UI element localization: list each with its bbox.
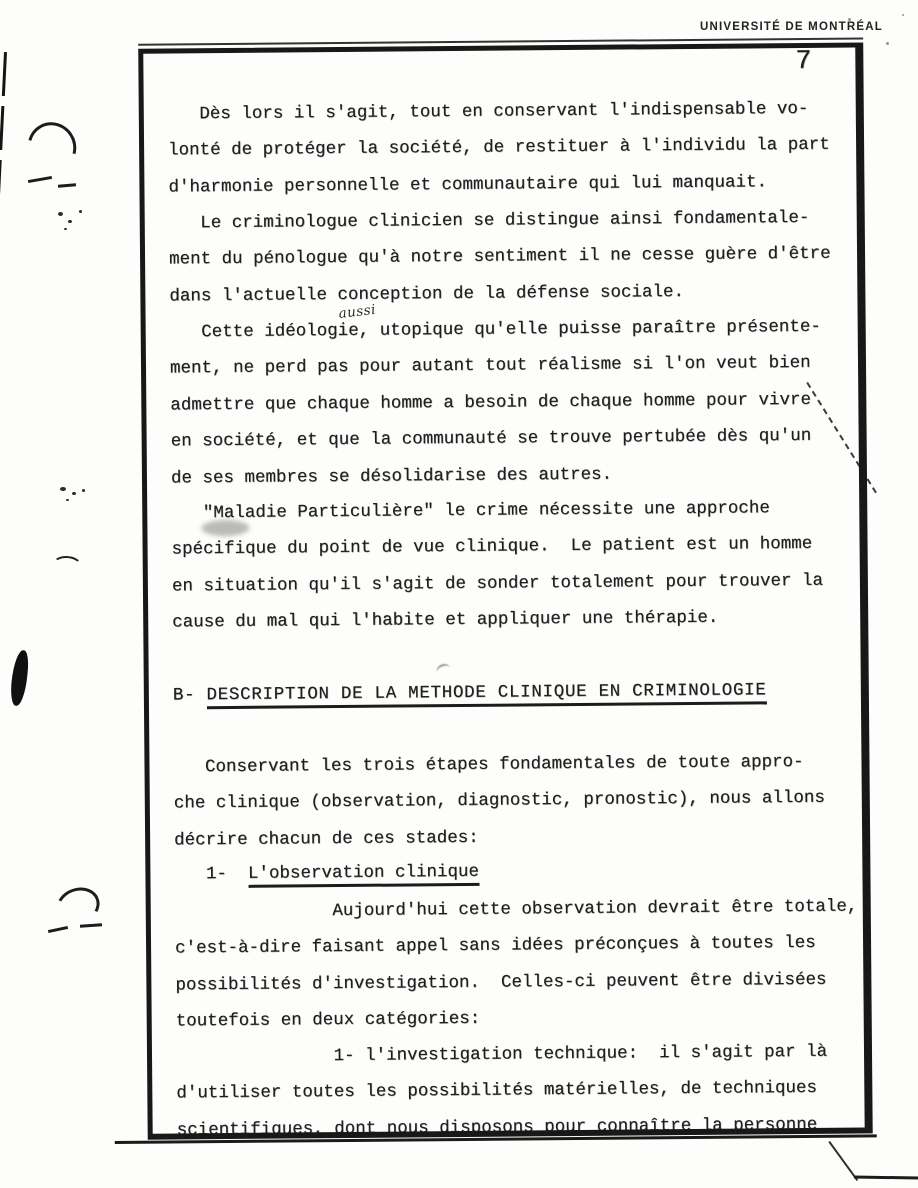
paragraph-1: Dès lors il s'agit, tout en conservant l'indispensable vo- lonté de protéger la société, de restituer à l'individu la part d'harmonie personnelle et communautaire qui lui manquait. [167,98,830,198]
paragraph-4: "Maladie Particulière" le crime nécessite une approche spécifique du point de vue clinique. Le patient est un homme en situation qu'il s'agit de sonder totalement pour trouver la cause du mal qui l'habite et appliquer une thérapie. [171,498,824,633]
section-heading-title: DESCRIPTION DE LA METHODE CLINIQUE EN CRIMINOLOGIE [206,680,766,709]
letterhead: UNIVERSITÉ DE MONTRÉAL [700,21,883,33]
sub-heading-title: L'observation clinique [248,862,479,888]
paragraph-7: 1- l'investigation technique: il s'agit par là d'utiliser toutes les possibilités matérielles, de techniques scientifiques, dont nous disposons pour connaître la personne [175,1041,828,1141]
page-number: 7 [795,46,812,78]
sub-heading [174,854,479,893]
handwritten-insert: aussi [337,301,377,322]
paragraph-3: Cette idéologie, utopique qu'elle puisse paraître présente- ment, ne perd pas pour autant tout réalisme si l'on veut bien admettre que chaque homme a besoin de chaque homme pour vivre en société, et que la communauté se trouve pertubée dès qu'un de ses membres se désolidarise des autres. [169,316,821,489]
paragraph-2: Le criminologue clinicien se distingue ainsi fondamentale- ment du pénologue qu'à notre sentiment il ne cesse guère d'être dans l'actuelle conception de la défense sociale. [168,207,831,307]
paragraph-6: Aujourd'hui cette observation devrait être totale, c'est-à-dire faisant appel sans idées préconçues à toutes les possibilités d'investigation. Celles-ci peuvent être divisées toutefois en deux catégories: [174,896,858,1032]
section-heading-prefix: B- [172,685,207,706]
paragraph-5: Conservant les trois étapes fondamentales de toute appro- che clinique (observation, diagnostic, pronostic), nous allons décrire chacun de ces stades: [173,751,825,851]
sub-heading-prefix: 1- [174,863,249,885]
section-heading [173,672,767,714]
